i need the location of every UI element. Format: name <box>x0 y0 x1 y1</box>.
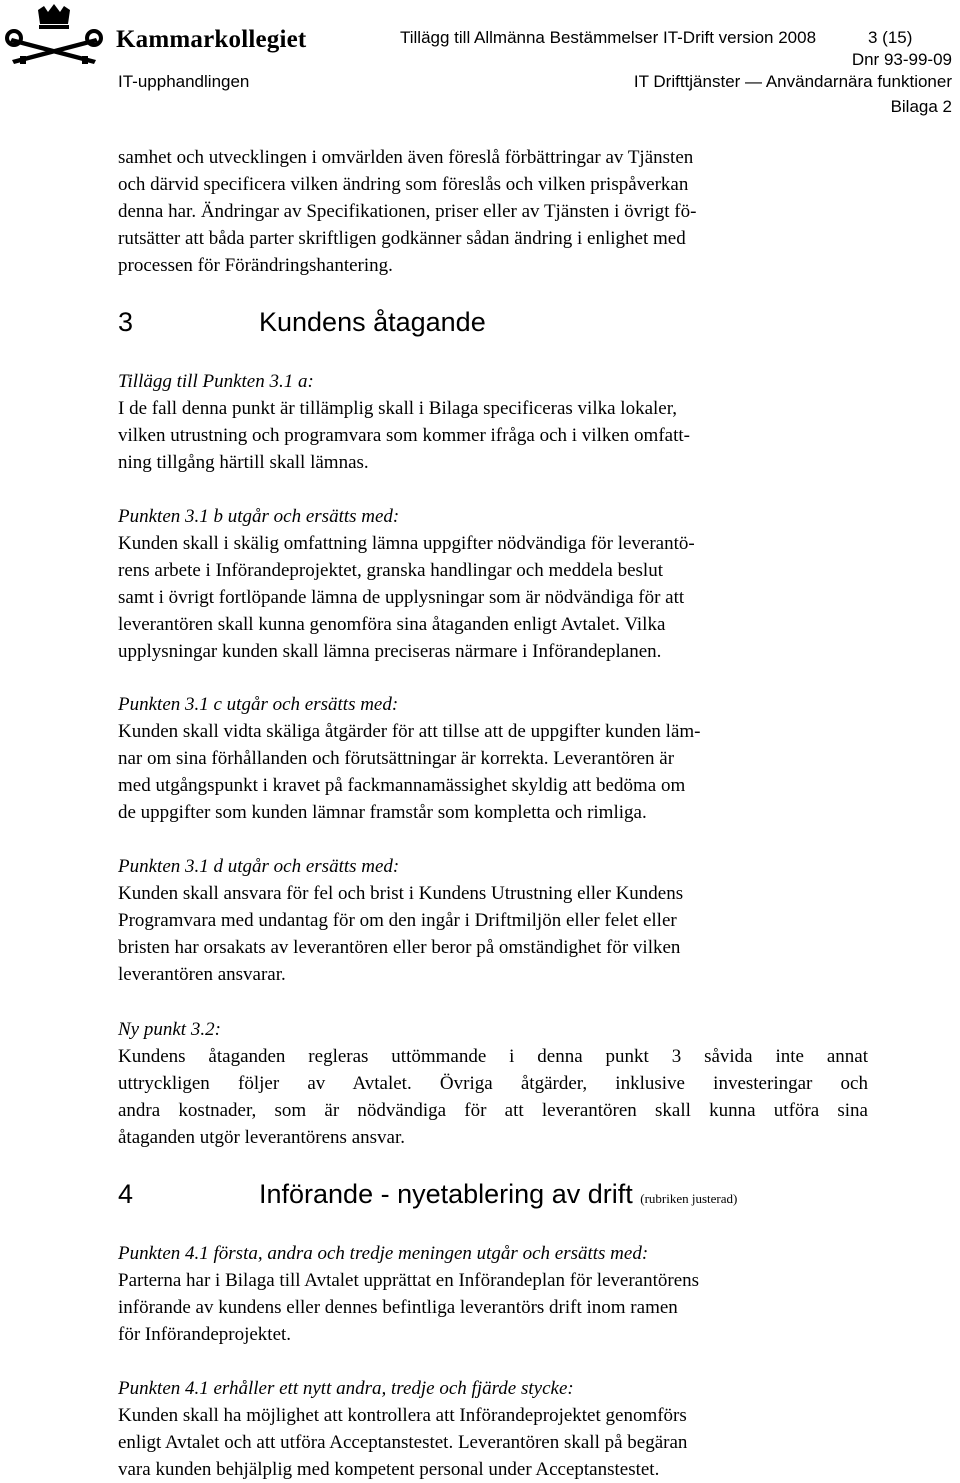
text-line: vara kunden behjälplig med kompetent personal under Acceptanstestet. <box>118 1459 660 1480</box>
clause-3-2 <box>118 1016 868 1151</box>
text-line: Programvara med undantag för om den ingår i Driftmiljön eller felet eller <box>118 910 677 931</box>
section-3-heading <box>118 306 486 338</box>
section-4-heading <box>118 1178 737 1215</box>
text-line: nar om sina förhållanden och förutsättningar är korrekta. Leverantören är <box>118 748 675 769</box>
crown-key-emblem-icon <box>4 4 112 64</box>
text-line: för Införandeprojektet. <box>118 1324 292 1345</box>
clause-3-1d <box>118 853 838 988</box>
section-number: 4 <box>118 1179 134 1209</box>
text-line: vilken utrustning och programvara som kommer ifråga och i vilken omfatt- <box>118 425 690 446</box>
section-note: (rubriken justerad) <box>640 1191 738 1206</box>
brand-name: Kammarkollegiet <box>116 26 307 53</box>
section-number: 3 <box>118 307 134 337</box>
clause-3-1c <box>118 691 838 826</box>
text-line: rens arbete i Införandeprojektet, granska handlingar och meddela beslut <box>118 560 663 581</box>
text-line: enligt Avtalet och att utföra Acceptanstestet. Leverantören skall på begäran <box>118 1432 688 1453</box>
text-line: Parterna har i Bilaga till Avtalet upprättat en Införandeplan för leverantörens <box>118 1270 700 1291</box>
text-line: uttryckligen följer av Avtalet. Övriga åtgärder, inklusive investeringar och <box>118 1073 868 1094</box>
text-line: leverantören ansvarar. <box>118 964 286 985</box>
clause-label: Punkten 3.1 b utgår och ersätts med: <box>118 506 400 527</box>
text-line: Kunden skall ansvara för fel och brist i Kundens Utrustning eller Kundens <box>118 883 684 904</box>
text-line: rutsätter att båda parter skriftligen godkänner sådan ändring i enlighet med <box>118 228 686 249</box>
clause-label: Ny punkt 3.2: <box>118 1019 221 1040</box>
text-line: processen för Förändringshantering. <box>118 255 393 276</box>
clause-label: Punkten 4.1 erhåller ett nytt andra, tredje och fjärde stycke: <box>118 1378 574 1399</box>
clause-3-1b <box>118 503 838 665</box>
kammarkollegiet-logo <box>4 4 324 64</box>
text-line: andra kostnader, som är nödvändiga för att leverantören skall kunna utföra sina <box>118 1100 868 1121</box>
text-line: ning tillgång härtill skall lämnas. <box>118 452 369 473</box>
section-title: Kundens åtagande <box>259 307 486 337</box>
clause-label: Punkten 3.1 d utgår och ersätts med: <box>118 856 400 877</box>
clause-4-1 <box>118 1240 838 1348</box>
text-line: upplysningar kunden skall lämna preciseras närmare i Införandeplanen. <box>118 641 662 662</box>
text-line: samt i övrigt fortlöpande lämna de upplysningar som är nödvändiga för att <box>118 587 685 608</box>
header-right: IT Drifttjänster — Användarnära funktioner <box>633 72 952 91</box>
text-line: samhet och utvecklingen i omvärlden även föreslå förbättringar av Tjänsten <box>118 147 694 168</box>
intro-paragraph <box>118 144 838 279</box>
text-line: Kunden skall ha möjlighet att kontrollera att Införandeprojektet genomförs <box>118 1405 687 1426</box>
text-line: åtaganden utgör leverantörens ansvar. <box>118 1127 405 1148</box>
text-line: med utgångspunkt i kravet på fackmannamässighet skyldig att bedöma om <box>118 775 686 796</box>
text-line: införande av kundens eller dennes befintliga leverantörs drift inom ramen <box>118 1297 678 1318</box>
text-line: de uppgifter som kunden lämnar framstår som kompletta och rimliga. <box>118 802 647 823</box>
doc-title: Tillägg till Allmänna Bestämmelser IT-Drift version 2008 <box>400 28 817 47</box>
text-line: bristen har orsakats av leverantören eller beror på omständighet för vilken <box>118 937 681 958</box>
text-line: leverantören skall kunna genomföra sina åtaganden enligt Avtalet. Vilka <box>118 614 666 635</box>
header-left: IT-upphandlingen <box>118 72 250 91</box>
section-title: Införande - nyetablering av drift <box>259 1179 633 1209</box>
clause-3-1a <box>118 368 838 476</box>
text-line: Kunden skall vidta skäliga åtgärder för att tillse att de uppgifter kunden läm- <box>118 721 701 742</box>
bilaga-label: Bilaga 2 <box>890 97 952 116</box>
text-line: och därvid specificera vilken ändring som föreslås och vilken prispåverkan <box>118 174 689 195</box>
dnr: Dnr 93-99-09 <box>851 50 952 69</box>
page-number: 3 (15) <box>868 28 913 47</box>
text-line: denna har. Ändringar av Specifikationen, priser eller av Tjänsten i övrigt fö- <box>118 201 697 222</box>
clause-4-1-additional <box>118 1375 838 1483</box>
text-line: Kundens åtaganden regleras uttömmande i denna punkt 3 såvida inte annat <box>118 1046 868 1067</box>
text-line: I de fall denna punkt är tillämplig skall i Bilaga specificeras vilka lokaler, <box>118 398 678 419</box>
clause-label: Punkten 3.1 c utgår och ersätts med: <box>118 694 399 715</box>
clause-label: Punkten 4.1 första, andra och tredje meningen utgår och ersätts med: <box>118 1243 649 1264</box>
clause-label: Tillägg till Punkten 3.1 a: <box>118 371 314 392</box>
text-line: Kunden skall i skälig omfattning lämna uppgifter nödvändiga för leverantö- <box>118 533 695 554</box>
